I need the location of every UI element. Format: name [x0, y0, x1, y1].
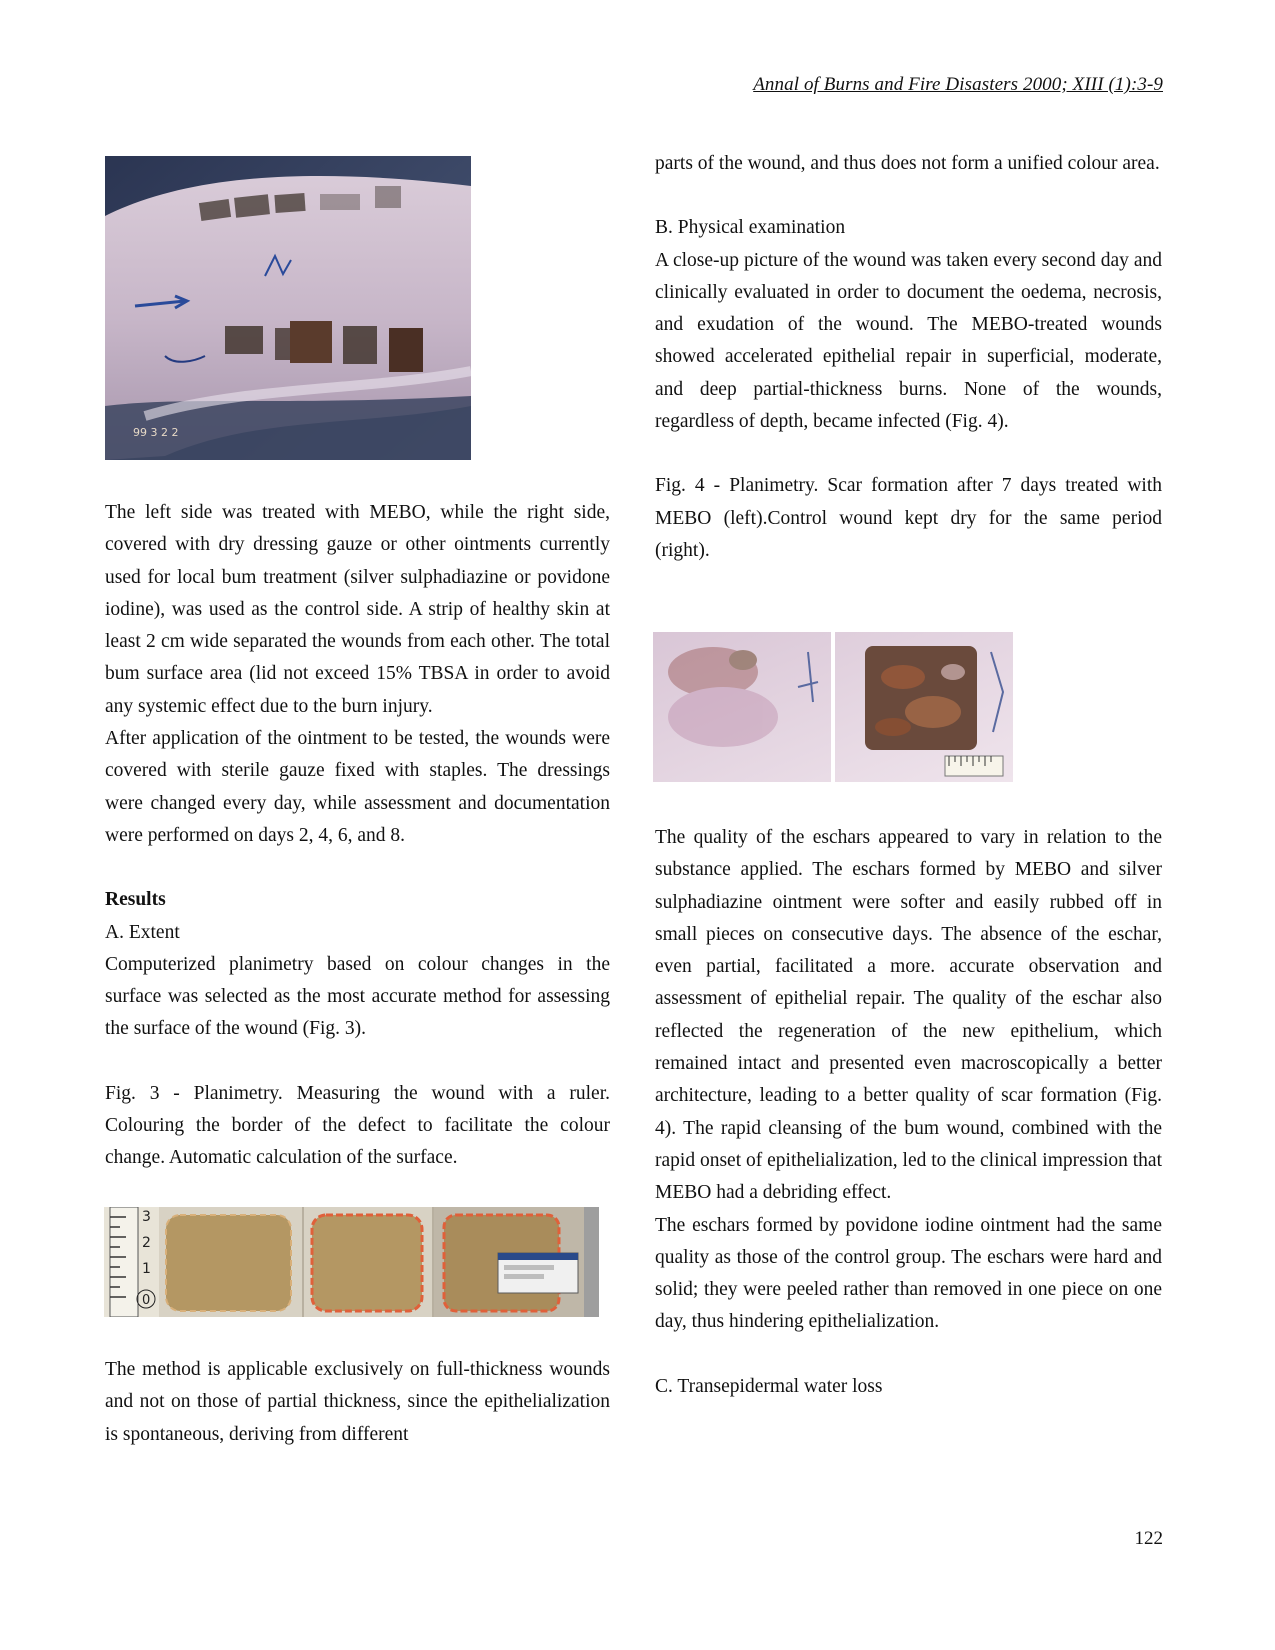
- figure-3: [104, 1207, 599, 1317]
- left-column-lower: [105, 1354, 610, 1451]
- wound-photo: [105, 156, 471, 460]
- fig4-caption: Fig. 4 - Planimetry. Scar formation after 7 days treated with MEBO (left).Control wound kept dry for the same period (right).: [655, 475, 1162, 561]
- ruler-label: 1: [142, 1261, 151, 1277]
- results-heading: Results: [105, 889, 166, 911]
- right-column-lower: [655, 822, 1162, 1403]
- extent-heading: A. Extent: [105, 921, 180, 943]
- figure-4: [653, 632, 1013, 782]
- ruler-label: 3: [142, 1209, 151, 1225]
- wound-photo-figure: [105, 156, 471, 460]
- paragraph: The left side was treated with MEBO, while the right side, covered with dry dressing gauze or other ointments currently used for local bum treatment (silver sulphadiazine or povidone iodine), was used as the control side. A strip of healthy skin at least 2 cm wide separated the wounds from each other. The total bum surface area (lid not exceed 15% TBSA in order to avoid any systemic effect due to the burn injury.: [105, 502, 610, 717]
- paragraph: A close-up picture of the wound was taken every second day and clinically evaluated in order to document the oedema, necrosis, and exudation of the wound. The MEBO-treated wounds showed accelerated epithelial repair in superficial, moderate, and deep partial-thickness burns. None of the wounds, regardless of depth, became infected (Fig. 4).: [655, 249, 1162, 433]
- paragraph: The eschars formed by povidone iodine ointment had the same quality as those of the control group. The eschars were hard and solid; they were peeled rather than removed in one piece on one day, thus hindering epithelialization.: [655, 1214, 1162, 1333]
- page-number: 122: [1134, 1528, 1163, 1549]
- paragraph: The method is applicable exclusively on full-thickness wounds and not on those of partial thickness, since the epithelialization is spontaneous, deriving from different: [105, 1359, 610, 1445]
- fig3-caption: Fig. 3 - Planimetry. Measuring the wound with a ruler. Colouring the border of the defect to facilitate the colour change. Automatic calculation of the surface.: [105, 1082, 610, 1169]
- photo-stamp: 99 3 2 2: [133, 426, 179, 439]
- paragraph: The quality of the eschars appeared to vary in relation to the substance applied. The eschars formed by MEBO and silver sulphadiazine ointment were softer and easily rubbed off in small pieces on consecutive days. The absence of the eschar, even partial, facilitated a more. accurate observation and assessment of epithelial repair. The quality of the eschar also reflected the regeneration of the new epithelium, which remained intact and presented even macroscopically a better architecture, leading to a better quality of scar formation (Fig. 4). The rapid cleansing of the bum wound, combined with the rapid onset of epithelialization, led to the clinical impression that MEBO had a debriding effect.: [655, 827, 1162, 1204]
- right-column-upper: [655, 148, 1162, 567]
- ruler-label: 0: [142, 1293, 151, 1308]
- physical-exam-heading: B. Physical examination: [655, 217, 846, 239]
- journal-header: Annal of Burns and Fire Disasters 2000; XIII (1):3-9: [753, 74, 1163, 95]
- transepidermal-heading: C. Transepidermal water loss: [655, 1375, 883, 1397]
- ruler-label: 2: [142, 1235, 151, 1251]
- paragraph: Computerized planimetry based on colour changes in the surface was selected as the most accurate method for assessing the surface of the wound (Fig. 3).: [105, 953, 610, 1040]
- paragraph: parts of the wound, and thus does not form a unified colour area.: [655, 153, 1160, 174]
- figure-4-image: [653, 632, 1013, 782]
- figure-3-image: [104, 1207, 599, 1317]
- left-column-upper: [105, 497, 610, 1175]
- paragraph: After application of the ointment to be tested, the wounds were covered with sterile gauze fixed with staples. The dressings were changed every day, while assessment and documentation were performed on days 2, 4, 6, and 8.: [105, 728, 610, 846]
